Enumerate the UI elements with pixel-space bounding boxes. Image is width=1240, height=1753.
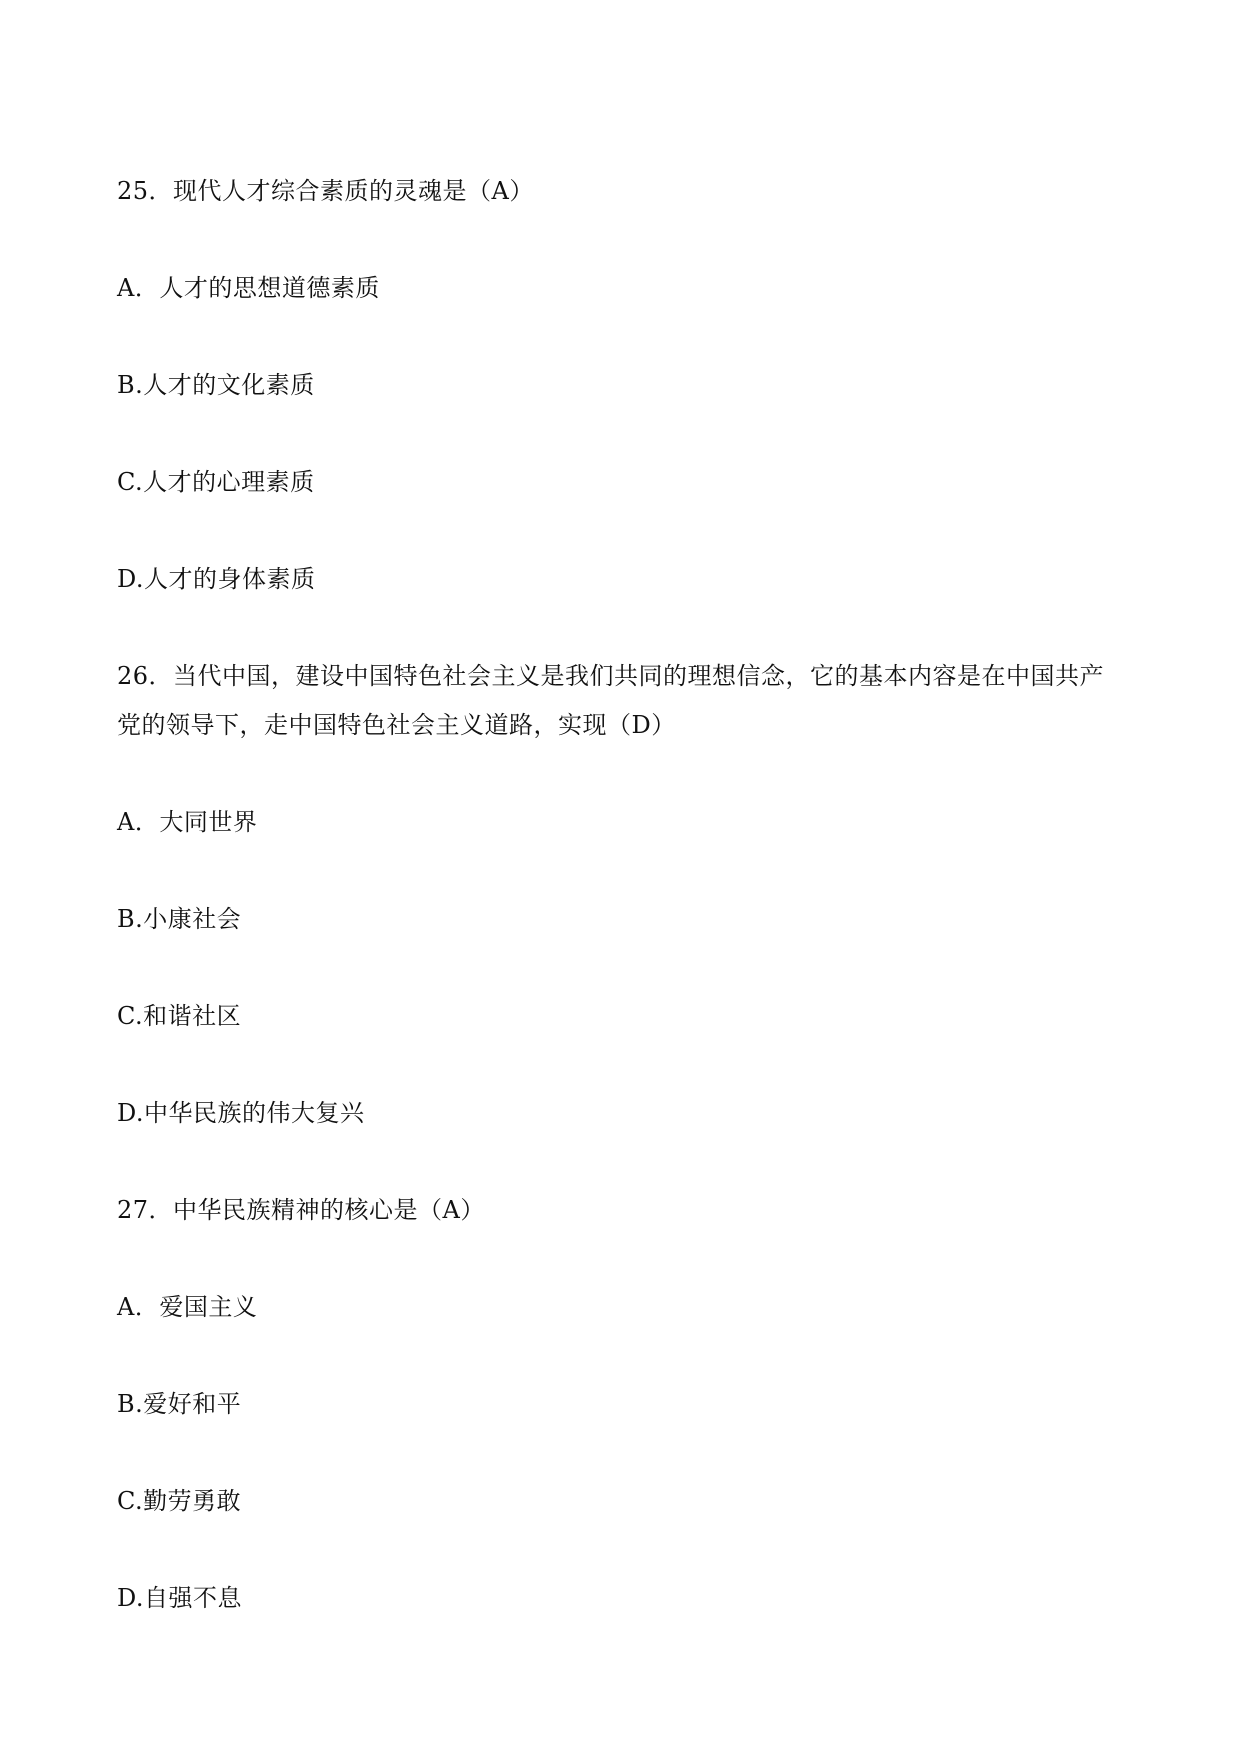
question-27-option-a: A．爱国主义 <box>117 1293 258 1321</box>
question-25-option-a: A．人才的思想道德素质 <box>117 274 380 302</box>
question-25-option-c: C.人才的心理素质 <box>117 468 315 496</box>
question-27-option-b: B.爱好和平 <box>117 1390 242 1418</box>
question-27-stem: 27．中华民族精神的核心是（A） <box>117 1196 485 1224</box>
question-26-stem-line-1: 26．当代中国，建设中国特色社会主义是我们共同的理想信念，它的基本内容是在中国共产 <box>117 662 1105 690</box>
question-25-stem: 25．现代人才综合素质的灵魂是（A） <box>117 177 534 205</box>
question-27-option-c: C.勤劳勇敢 <box>117 1487 242 1515</box>
question-26-option-d: D.中华民族的伟大复兴 <box>117 1099 365 1127</box>
question-26-stem-line-2: 党的领导下，走中国特色社会主义道路，实现（D） <box>117 711 676 739</box>
question-25-option-d: D.人才的身体素质 <box>117 565 316 593</box>
question-26-option-b: B.小康社会 <box>117 905 242 933</box>
question-27-option-d: D.自强不息 <box>117 1584 243 1612</box>
question-26-option-c: C.和谐社区 <box>117 1002 242 1030</box>
question-25-option-b: B.人才的文化素质 <box>117 371 315 399</box>
question-26-option-a: A．大同世界 <box>117 808 258 836</box>
